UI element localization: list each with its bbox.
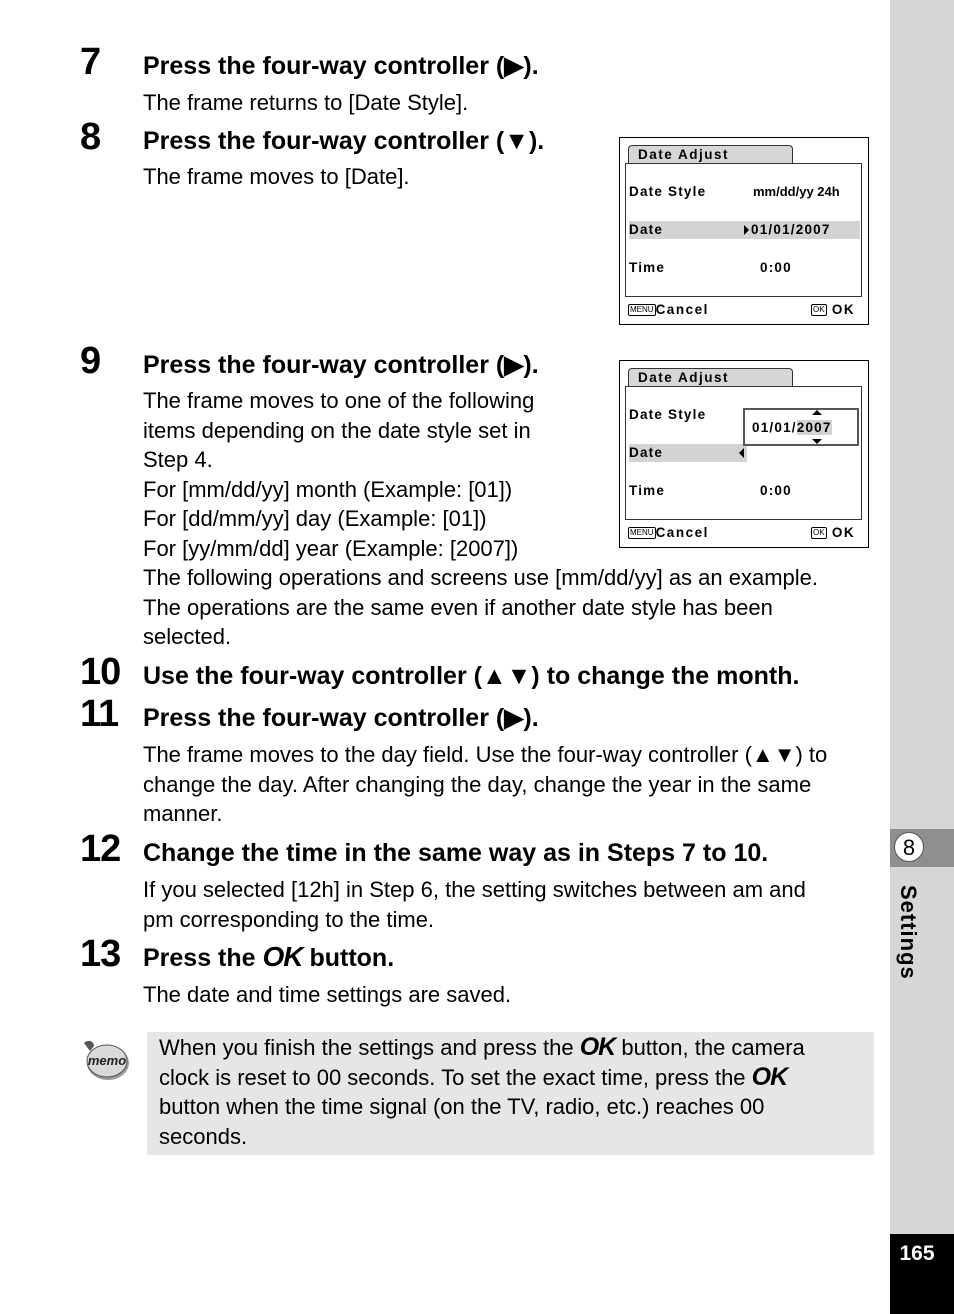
ok-footer — [811, 301, 855, 319]
row-date-style — [629, 183, 860, 201]
row-label: Time — [629, 483, 666, 498]
step-body-7 — [143, 88, 468, 118]
body-line: The frame returns to [Date Style]. — [143, 90, 469, 115]
body-line: items depending on the date style set in — [143, 417, 531, 443]
memo-line — [159, 1063, 871, 1093]
body-line: The frame moves to the day field. Use the four-way controller (▲▼) to — [143, 742, 828, 767]
chapter-number: 8 — [894, 832, 924, 862]
arrow-left-icon — [739, 448, 744, 458]
body-line: pm corresponding to the time. — [143, 906, 435, 932]
memo-text — [159, 1033, 871, 1151]
date-edit-frame — [743, 408, 859, 446]
body-line: For [yy/mm/dd] year (Example: [2007]) — [143, 535, 519, 561]
step-body-12 — [143, 875, 806, 934]
chapter-title: Settings — [896, 885, 921, 980]
body-line: The following operations and screens use [mm/dd/yy] as an example. — [143, 565, 819, 590]
row-time — [629, 259, 860, 277]
date-fixed-part: 01/01/ — [752, 420, 797, 435]
arrow-up-icon — [812, 410, 822, 415]
memo-icon — [80, 1037, 132, 1085]
row-value: mm/dd/yy 24h — [753, 184, 840, 199]
ok-footer — [811, 524, 855, 542]
step-number-12: 12 — [80, 828, 121, 870]
body-line: Step 4. — [143, 447, 213, 472]
row-date — [629, 444, 747, 462]
row-value: 0:00 — [760, 260, 792, 275]
body-line: The date and time settings are saved. — [143, 982, 512, 1007]
memo-icon-label: memo — [87, 1053, 127, 1068]
ok-key-icon: OK — [813, 528, 825, 537]
body-line: manner. — [143, 801, 223, 826]
row-value: 0:00 — [760, 483, 792, 498]
body-line: selected. — [143, 624, 232, 649]
step-heading-9: Press the four-way controller (▶). — [143, 351, 539, 379]
screen-footer — [628, 524, 860, 542]
row-date — [629, 221, 860, 239]
ok-label: OK — [831, 525, 856, 540]
row-label: Date Style — [629, 407, 707, 422]
step-heading-8: Press the four-way controller (▼). — [143, 127, 545, 155]
chapter-sidebar — [890, 0, 954, 1314]
screen-panel — [625, 163, 862, 297]
row-time — [629, 482, 860, 500]
row-label: Date — [629, 222, 664, 237]
body-line: The frame moves to [Date]. — [143, 164, 410, 189]
step-heading-11: Press the four-way controller (▶). — [143, 704, 539, 732]
screen-footer — [628, 301, 860, 319]
memo-text-part: When you finish the settings and press the — [159, 1035, 574, 1060]
body-line: change the day. After changing the day, change the year in the same — [143, 771, 812, 797]
row-value: 01/01/2007 — [751, 222, 831, 237]
row-label: Time — [629, 260, 666, 275]
step-heading-13 — [143, 942, 394, 973]
step-heading-7: Press the four-way controller (▶). — [143, 52, 539, 80]
step-number-11: 11 — [80, 693, 119, 735]
ok-button-icon: OK — [262, 941, 303, 972]
memo-line: button when the time signal (on the TV, radio, etc.) reaches 00 — [159, 1094, 765, 1119]
body-line: For [dd/mm/yy] day (Example: [01]) — [143, 506, 487, 531]
menu-key-icon: MENU — [630, 305, 654, 314]
date-value — [752, 419, 832, 437]
body-line: For [mm/dd/yy] month (Example: [01]) — [143, 476, 513, 502]
page-number: 165 — [899, 1242, 935, 1265]
memo-text-part: button, the camera — [621, 1035, 805, 1060]
date-adjust-screen-2 — [619, 360, 869, 548]
memo-text-part: clock is reset to 00 seconds. To set the exact time, press the — [159, 1064, 746, 1090]
arrow-right-icon — [744, 225, 749, 235]
cancel-label: Cancel — [655, 525, 709, 540]
step-number-9: 9 — [80, 340, 101, 382]
ok-key-icon: OK — [813, 305, 825, 314]
step-heading-10: Use the four-way controller (▲▼) to change the month. — [143, 662, 800, 690]
step-number-13: 13 — [80, 933, 121, 975]
ok-button-icon: OK — [579, 1033, 616, 1061]
row-label: Date Style — [629, 184, 707, 199]
memo-line: seconds. — [159, 1123, 248, 1149]
screen-tab-title: Date Adjust — [628, 145, 793, 164]
screen-tab-title: Date Adjust — [628, 368, 793, 387]
step-number-10: 10 — [80, 651, 121, 693]
body-line: The operations are the same even if another date style has been — [143, 594, 773, 620]
memo-line — [159, 1033, 871, 1063]
arrow-down-icon — [812, 439, 822, 444]
step-number-7: 7 — [80, 41, 101, 83]
cancel-label: Cancel — [655, 302, 709, 317]
heading-part: button. — [309, 944, 395, 972]
row-label: Date — [629, 445, 664, 460]
ok-button-icon: OK — [751, 1062, 788, 1091]
step-body-8 — [143, 162, 410, 192]
screen-panel — [625, 386, 862, 520]
step-heading-12: Change the time in the same way as in Steps 7 to 10. — [143, 839, 769, 867]
step-number-8: 8 — [80, 116, 101, 158]
step-body-13 — [143, 980, 511, 1010]
body-line: The frame moves to one of the following — [143, 388, 535, 413]
date-adjust-screen-1 — [619, 137, 869, 325]
heading-part: Press the — [143, 944, 256, 972]
ok-label: OK — [831, 302, 856, 317]
body-line: If you selected [12h] in Step 6, the setting switches between am and — [143, 877, 806, 902]
step-body-11 — [143, 740, 827, 829]
menu-key-icon: MENU — [630, 528, 654, 537]
date-selected-field: 2007 — [796, 420, 832, 435]
